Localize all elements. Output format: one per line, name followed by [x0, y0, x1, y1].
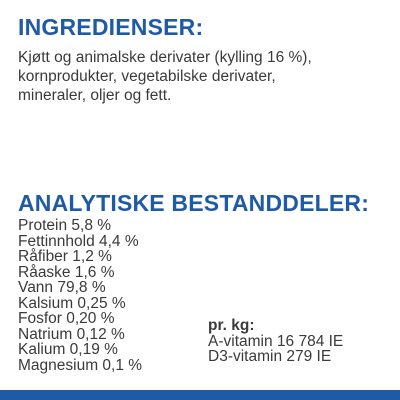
analytics-item-fat: Fettinnhold 4,4 %	[18, 232, 139, 250]
ingredients-text	[18, 48, 388, 105]
analytics-heading: ANALYTISKE BESTANDDELER:	[18, 190, 370, 216]
analytics-item-ash: Råaske 1,6 %	[18, 263, 115, 281]
analytics-item-phosphorus: Fosfor 0,20 %	[18, 310, 115, 327]
ingredients-line: kornprodukter, vegetabilske derivater,	[18, 68, 276, 85]
per-kg-item-vitamin-a: A-vitamin 16 784 IE	[208, 332, 344, 350]
analytics-item-sodium: Natrium 0,12 %	[18, 325, 125, 343]
analytics-item-potassium: Kalium 0,19 %	[18, 341, 118, 358]
analytics-item-calcium: Kalsium 0,25 %	[18, 294, 126, 312]
per-kg-item-vitamin-d3: D3-vitamin 279 IE	[208, 348, 332, 365]
ingredients-line: Kjøtt og animalske derivater (kylling 16 %),	[18, 49, 312, 66]
per-kg-label: pr. kg:	[208, 317, 255, 334]
ingredients-heading: INGREDIENSER:	[18, 14, 204, 40]
analytics-list	[18, 218, 142, 373]
analytics-item-fiber: Råfiber 1,2 %	[18, 248, 112, 265]
analytics-item-magnesium: Magnesium 0,1 %	[18, 356, 143, 374]
per-kg-block	[208, 318, 343, 365]
ingredients-line: mineraler, oljer og fett.	[18, 87, 172, 104]
analytics-item-protein: Protein 5,8 %	[18, 217, 112, 234]
analytics-item-water: Vann 79,8 %	[18, 279, 106, 296]
bottom-accent-bar	[0, 390, 400, 400]
